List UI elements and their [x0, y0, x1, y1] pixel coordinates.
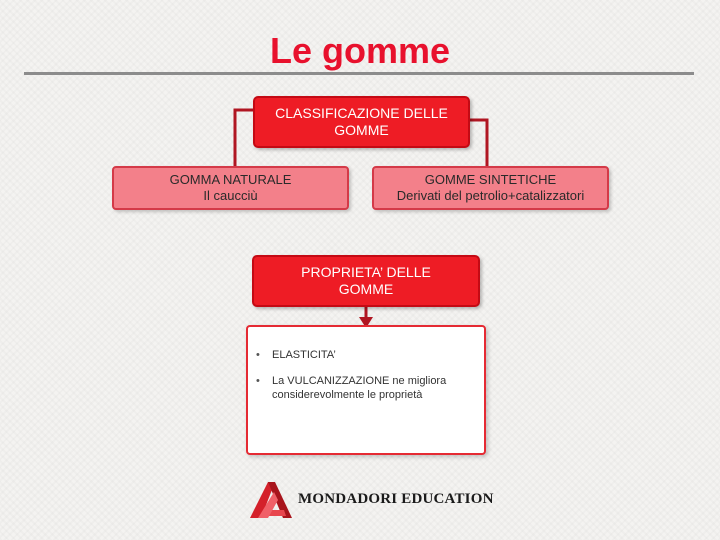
list-item [256, 349, 474, 363]
natural-rubber-box [112, 166, 349, 210]
natural-rubber-title: GOMMA NATURALE [169, 171, 292, 187]
bullet-marker: • [256, 349, 260, 361]
properties-line2: GOMME [338, 281, 394, 297]
properties-line1: PROPRIETA’ DELLE [301, 263, 431, 280]
list-item [256, 375, 474, 403]
footer-brand-name: MONDADORI EDUCATION [298, 491, 494, 507]
synthetic-rubber-box [372, 166, 609, 210]
root-box-line1: CLASSIFICAZIONE DELLE [275, 104, 448, 121]
properties-box [252, 255, 480, 307]
connector-root-right [468, 120, 487, 168]
natural-rubber-subtitle: Il caucciù [203, 188, 258, 203]
list-item-text: ELASTICITA’ [272, 349, 336, 361]
list-item-text: La VULCANIZZAZIONE ne migliora considerevolmente le proprietà [272, 374, 447, 401]
root-box-line2: GOMME [334, 122, 389, 138]
synthetic-rubber-title: GOMME SINTETICHE [424, 171, 557, 187]
properties-details-box [246, 325, 486, 455]
classification-root-box [253, 96, 470, 148]
bullet-marker: • [256, 374, 260, 387]
slide-title: Le gomme [269, 30, 451, 71]
synthetic-rubber-subtitle: Derivati del petrolio+catalizzatori [396, 188, 585, 203]
